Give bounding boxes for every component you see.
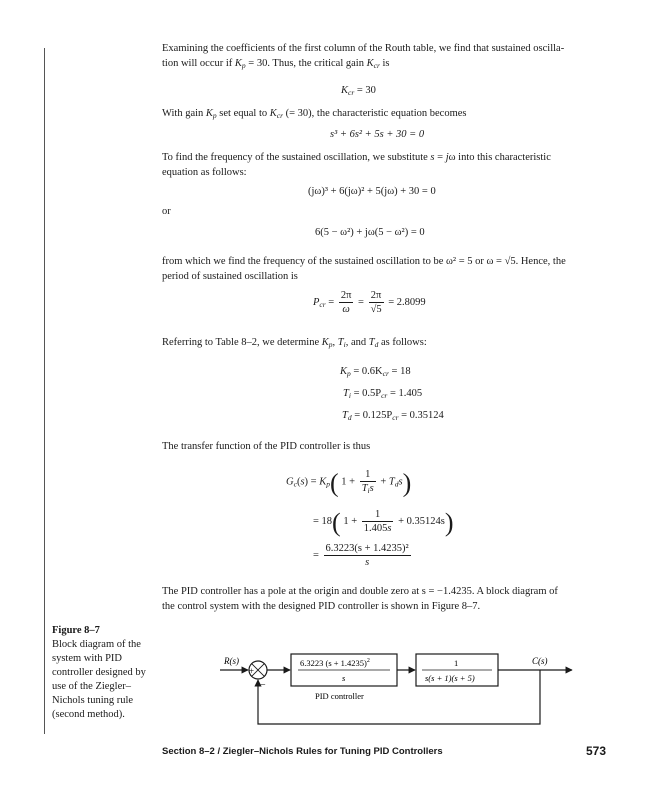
pid-denominator: s	[342, 673, 346, 683]
equation-jw-real-imag: 6(5 − ω²) + jω(5 − ω²) = 0	[315, 227, 425, 238]
equation-pcr: $P_{cr}$ = $\frac{2\pi}{\omega}$ = $\frac{2\pi}{√5}$ = 2.8099	[313, 290, 426, 315]
paragraph-transfer: The transfer function of the PID controller is thus	[162, 441, 371, 452]
input-label: R(s)	[224, 656, 239, 666]
pid-label: PID controller	[315, 691, 364, 701]
equation-gc-numeric: = 18( 1 + $\frac{1}{1.405s}$ + 0.35124s)	[313, 507, 454, 537]
paragraph-gain: With gain $K_p$ set equal to $K_{cr}$ (= 30), the characteristic equation becomes	[162, 108, 467, 120]
word-or: or	[162, 206, 171, 217]
paragraph-routh: Examining the coefficients of the first column of the Routh table, we find that sustained oscilla- tion will occur if $K_p = 30$. Thus, the critical gain $K_{cr}$ is	[162, 43, 565, 70]
sum-plus: +	[249, 666, 255, 676]
pid-numerator: 6.3223 $(s + 1.4235)^2$	[300, 658, 370, 668]
sum-minus: −	[260, 680, 266, 691]
equation-characteristic: s³ + 6s² + 5s + 30 = 0	[330, 129, 425, 140]
page-number: 573	[586, 744, 607, 758]
equation-ti: $T_i = 0.5P_{cr} = 1.405$	[343, 388, 423, 400]
paragraph-frequency: from which we find the frequency of the sustained oscillation to be ω² = 5 or ω = √5. Hence, the period of sustained oscillation is	[162, 256, 566, 282]
plant-numerator: 1	[454, 658, 459, 668]
paragraph-substitute: To find the frequency of the sustained oscillation, we substitute s = jω into this characteristic equation as follows:	[162, 152, 551, 178]
equation-kp: $K_p = 0.6K_{cr} = 18$	[340, 366, 411, 378]
footer-section: Section 8–2 / Ziegler–Nichols Rules for Tuning PID Controllers	[162, 746, 443, 757]
paragraph-pole: The PID controller has a pole at the origin and double zero at s = −1.4235. A block diagram of the control system with the designed PID controller is shown in Figure 8–7.	[162, 586, 558, 612]
equation-jw: (jω)³ + 6(jω)² + 5(jω) + 30 = 0	[308, 186, 436, 197]
equation-gc-factored: = $\frac{\text{6.3223(s + 1.4235)²}}{s}$	[313, 543, 409, 568]
equation-td: $T_d = 0.125P_{cr} = 0.35124$	[342, 410, 444, 422]
plant-denominator: s(s + 1)(s + 5)	[425, 673, 475, 683]
paragraph-table: Referring to Table 8–2, we determine $K_p$, $T_i$, and $T_d$ as follows:	[162, 337, 427, 349]
output-label: C(s)	[532, 656, 548, 666]
equation-gc-general: $G_c(s) = K_p$( 1 + $\frac{1}{T_is}$ + $T_ds$)	[286, 468, 412, 498]
equation-kcr: $K_{cr} = 30$	[341, 85, 376, 97]
figure-caption-title: Figure 8–7	[52, 625, 100, 636]
figure-caption-body: Block diagram of the system with PID controller designed by use of the Ziegler–Nichols tuning rule (second method).	[52, 639, 146, 720]
